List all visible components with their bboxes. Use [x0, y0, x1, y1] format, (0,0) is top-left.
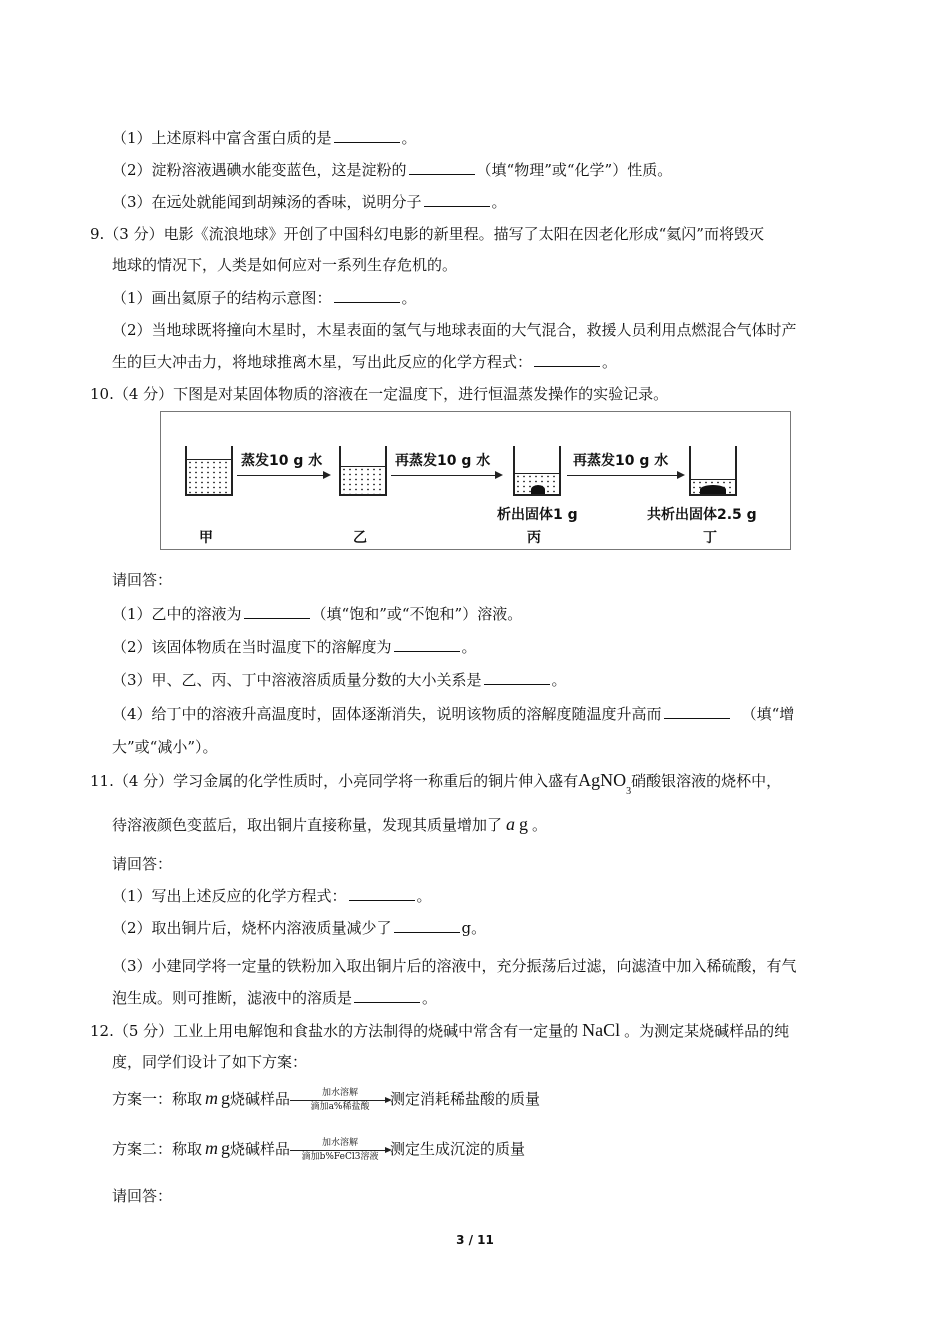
- answer-blank[interactable]: [244, 604, 310, 619]
- reaction-arrow-1: [290, 1090, 390, 1110]
- precipitate: [531, 485, 545, 494]
- arrow-condition-above: 加水溶解: [322, 1088, 359, 1098]
- q8-part3-text: （3）在远处就能闻到胡辣汤的香味，说明分子: [112, 193, 422, 211]
- plan2-measure: 测定生成沉淀的质量: [390, 1140, 526, 1158]
- plan2-label: 方案二：称取: [112, 1140, 203, 1158]
- plan1-measure: 测定消耗稀盐酸的质量: [390, 1090, 541, 1108]
- q9-stem-line2: 地球的情况下，人类是如何应对一系列生存危机的。: [112, 256, 458, 274]
- punct: 。: [602, 353, 618, 371]
- q10-part4-text: （4）给丁中的溶液升高温度时，固体逐渐消失，说明该物质的溶解度随温度升高而: [112, 705, 662, 723]
- beaker-a: [185, 446, 233, 496]
- nacl-formula: NaCl: [582, 1020, 621, 1040]
- answer-blank[interactable]: [334, 288, 400, 303]
- label-d: 丁: [703, 530, 717, 546]
- answer-blank[interactable]: [534, 352, 600, 367]
- q9-part2-line1: （2）当地球既将撞向木星时，木星表面的氢气与地球表面的大气混合，救援人员利用点燃混合气体时产: [112, 321, 797, 339]
- q12-stem-line1: [90, 1020, 789, 1041]
- q10-part2: [112, 637, 477, 657]
- q10-part1: [112, 604, 522, 624]
- q12-plan2: [112, 1138, 525, 1160]
- q11-stem2-text: 待溶液颜色变蓝后，取出铜片直接称量，发现其质量增加了: [112, 816, 503, 834]
- q9-stem-line1: 9.（3 分）电影《流浪地球》开创了中国科幻电影的新里程。描写了太阳在因老化形成“氦闪”而将毁灭: [90, 225, 764, 243]
- q10-part3: [112, 670, 567, 690]
- q11-part1-text: （1）写出上述反应的化学方程式：: [112, 887, 347, 905]
- arrow-line: [290, 1150, 386, 1151]
- punct: 。: [491, 193, 507, 211]
- unit-g: g: [221, 1138, 231, 1158]
- punct: 。: [551, 671, 567, 689]
- q11-part2: [112, 918, 486, 938]
- q11-part1: [112, 886, 432, 906]
- variable-m: m: [205, 1088, 219, 1108]
- q11-stem-text: 11.（4 分）学习金属的化学性质时，小亮同学将一称重后的铜片伸入盛有: [90, 772, 579, 790]
- q9-part2-text: 生的巨大冲击力，将地球推离木星，写出此反应的化学方程式：: [112, 353, 533, 371]
- q10-part3-text: （3）甲、乙、丙、丁中溶液溶质质量分数的大小关系是: [112, 671, 482, 689]
- arrow-condition-below: 滴加a%稀盐酸: [310, 1102, 370, 1112]
- q10-stem: 10.（4 分）下图是对某固体物质的溶液在一定温度下，进行恒温蒸发操作的实验记录。: [90, 385, 669, 403]
- q11-stem-text-b: 硝酸银溶液的烧杯中，: [631, 772, 782, 790]
- page-number: 3 / 11: [456, 1233, 494, 1247]
- q10-part1-text: （1）乙中的溶液为: [112, 605, 242, 623]
- q9-part1: [112, 288, 417, 308]
- answer-blank[interactable]: [409, 160, 475, 175]
- q8-part3: [112, 192, 507, 212]
- label-b: 乙: [353, 530, 367, 546]
- punct: 。: [461, 638, 477, 656]
- arrow-2: [391, 475, 501, 476]
- q12-plan1: [112, 1088, 540, 1110]
- solution-liquid: [341, 466, 385, 494]
- q11-part3-text: 泡生成。则可推断，滤液中的溶质是: [112, 989, 353, 1007]
- label-a: 甲: [199, 530, 213, 546]
- punct: 。: [422, 989, 438, 1007]
- q10-ask: 请回答：: [112, 571, 173, 589]
- arrow-line: [290, 1100, 386, 1101]
- q12-stem-text-b: 。为测定某烧碱样品的纯: [624, 1022, 790, 1040]
- arrow-3: [567, 475, 683, 476]
- beaker-d: [689, 446, 737, 496]
- punct: 。: [416, 887, 432, 905]
- note-c: 析出固体1 g: [497, 507, 578, 523]
- step2-label: 再蒸发10 g 水: [395, 453, 491, 469]
- q11-part3-line1: （3）小建同学将一定量的铁粉加入取出铜片后的溶液中，充分振荡后过滤，向滤渣中加入稀硫酸，有气: [112, 957, 797, 975]
- q11-stem-line1: [90, 770, 782, 797]
- sample-label: 烧碱样品: [230, 1140, 291, 1158]
- plan1-label: 方案一：称取: [112, 1090, 203, 1108]
- answer-blank[interactable]: [354, 988, 420, 1003]
- q12-ask: 请回答：: [112, 1187, 173, 1205]
- variable-m: m: [205, 1138, 219, 1158]
- q8-part1: [112, 128, 417, 148]
- arrow-condition-below: 滴加b%FeCl3溶液: [301, 1152, 379, 1162]
- evaporation-figure: [160, 411, 791, 550]
- q11-stem-line2: [112, 814, 547, 835]
- arrow-condition-above: 加水溶解: [322, 1138, 359, 1148]
- punct: 。: [401, 129, 417, 147]
- sample-label: 烧碱样品: [230, 1090, 291, 1108]
- punct: 。: [532, 816, 548, 834]
- step1-label: 蒸发10 g 水: [241, 453, 323, 469]
- q11-part3-line2: [112, 988, 437, 1008]
- unit-end: g。: [461, 919, 487, 937]
- precipitate: [700, 485, 726, 494]
- agno3-formula: [578, 770, 632, 797]
- note-d: 共析出固体2.5 g: [647, 507, 757, 523]
- q11-ask: 请回答：: [112, 855, 173, 873]
- punct: 。: [401, 289, 417, 307]
- reaction-arrow-2: [290, 1140, 390, 1160]
- beaker-c: [513, 446, 561, 496]
- unit-g: g: [221, 1088, 231, 1108]
- label-c: 丙: [527, 530, 541, 546]
- answer-blank[interactable]: [334, 128, 400, 143]
- q9-part2-line2: [112, 352, 617, 372]
- step3-label: 再蒸发10 g 水: [573, 453, 669, 469]
- answer-blank[interactable]: [394, 918, 460, 933]
- unit-g: g: [519, 814, 529, 834]
- q9-part1-text: （1）画出氦原子的结构示意图：: [112, 289, 332, 307]
- q12-stem-line2: 度，同学们设计了如下方案：: [112, 1053, 308, 1071]
- arrow-1: [237, 475, 329, 476]
- solution-liquid: [187, 459, 231, 494]
- q10-part1-hint: （填“饱和”或“不饱和”）溶液。: [311, 605, 523, 623]
- q10-part4-line2: 大”或“减小”）。: [112, 738, 218, 756]
- answer-blank[interactable]: [394, 637, 460, 652]
- beaker-b: [339, 446, 387, 496]
- q8-part2-hint: （填“物理”或“化学”）性质。: [476, 161, 673, 179]
- q8-part1-text: （1）上述原料中富含蛋白质的是: [112, 129, 332, 147]
- q12-stem-text: 12.（5 分）工业上用电解饱和食盐水的方法制得的烧碱中常含有一定量的: [90, 1022, 579, 1040]
- q8-part2-text: （2）淀粉溶液遇碘水能变蓝色，这是淀粉的: [112, 161, 407, 179]
- q8-part2: [112, 160, 672, 180]
- q10-part4-line1: [112, 704, 794, 724]
- answer-blank[interactable]: [349, 886, 415, 901]
- q11-part2-text: （2）取出铜片后，烧杯内溶液质量减少了: [112, 919, 392, 937]
- formula-subscript: 3: [626, 786, 632, 797]
- answer-blank[interactable]: [424, 192, 490, 207]
- answer-blank[interactable]: [484, 670, 550, 685]
- q10-part4-hint: （填“增: [741, 705, 795, 723]
- variable-a: a: [506, 814, 516, 834]
- formula-text: AgNO: [578, 770, 627, 790]
- q10-part2-text: （2）该固体物质在当时温度下的溶解度为: [112, 638, 392, 656]
- answer-blank[interactable]: [664, 704, 730, 719]
